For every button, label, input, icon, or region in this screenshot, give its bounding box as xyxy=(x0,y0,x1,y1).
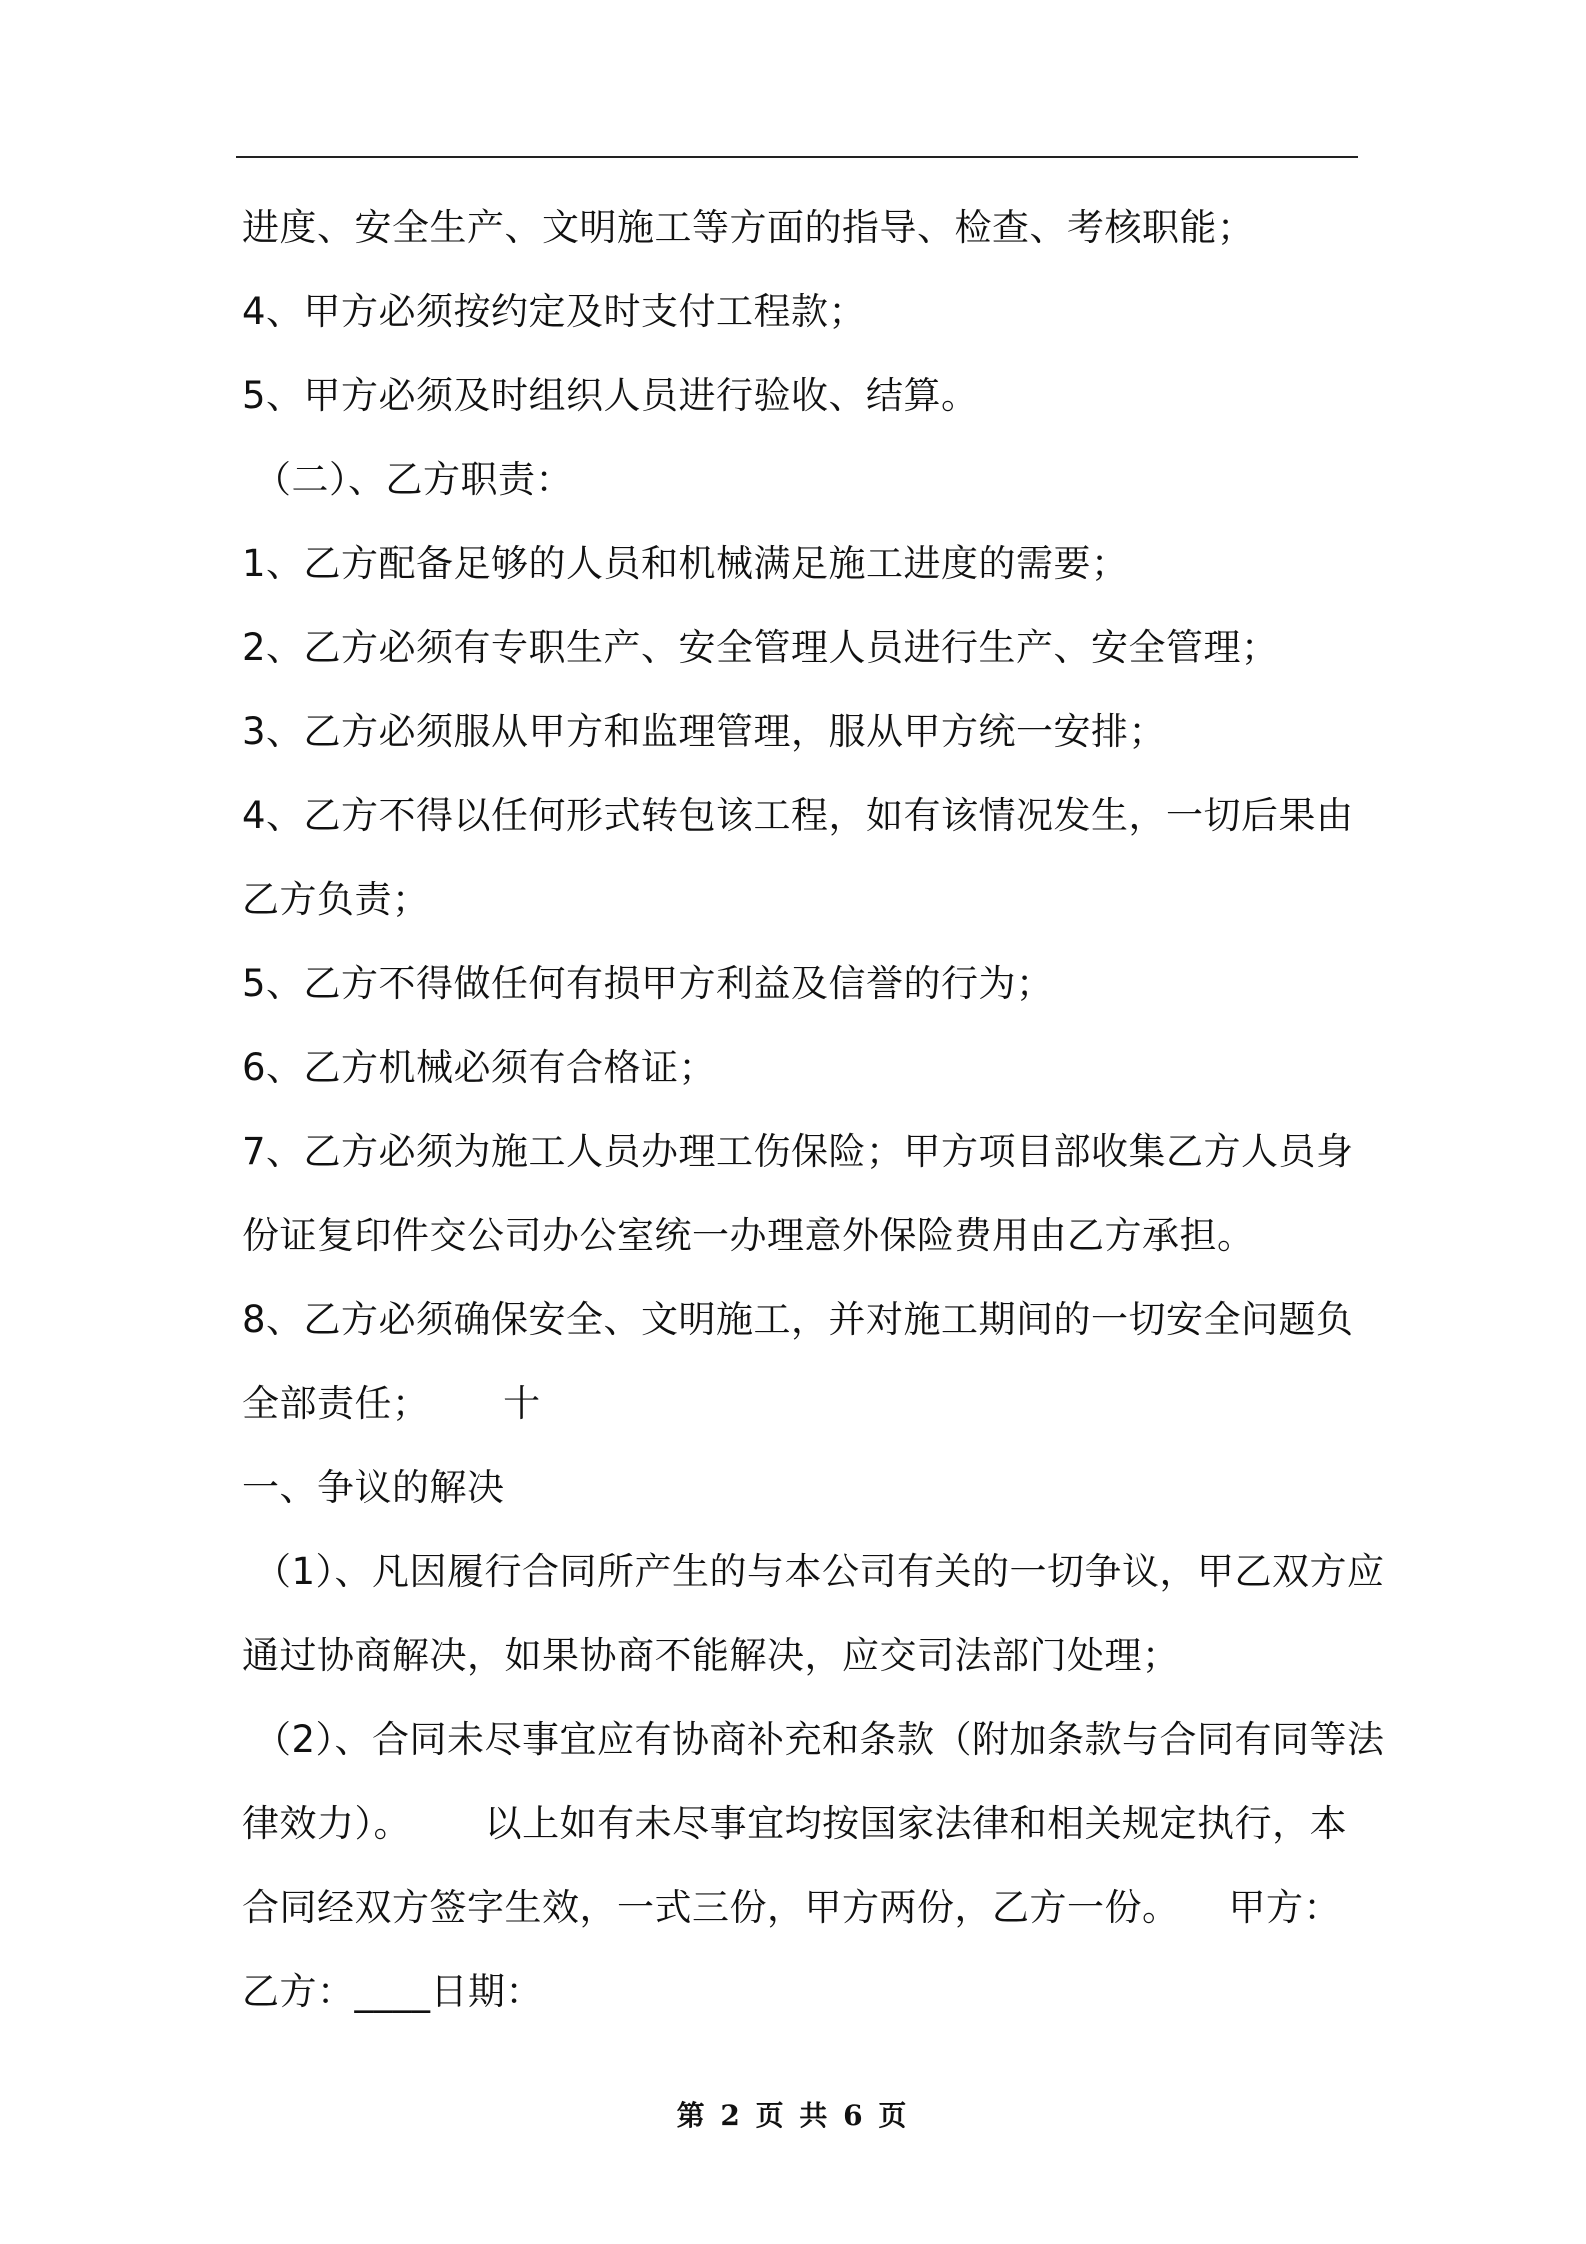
text-line: 合同经双方签字生效，一式三份，甲方两份，乙方一份。 甲方： xyxy=(242,1886,1342,1929)
text-line: 乙方负责； xyxy=(242,878,430,921)
text-line: 份证复印件交公司办公室统一办理意外保险费用由乙方承担。 xyxy=(242,1214,1255,1257)
text-line: 通过协商解决，如果协商不能解决，应交司法部门处理； xyxy=(242,1634,1180,1677)
text-line: 5、甲方必须及时组织人员进行验收、结算。 xyxy=(242,374,979,417)
signature-line: 乙方：____日期： xyxy=(242,1970,543,2013)
document-body xyxy=(242,186,1385,2034)
text-line: 2、乙方必须有专职生产、安全管理人员进行生产、安全管理； xyxy=(242,626,1279,669)
section-heading: （二）、乙方职责： xyxy=(254,458,573,501)
text-line: 8、乙方必须确保安全、文明施工，并对施工期间的一切安全问题负 xyxy=(242,1298,1354,1341)
text-line: 1、乙方配备足够的人员和机械满足施工进度的需要； xyxy=(242,542,1129,585)
text-line: 3、乙方必须服从甲方和监理管理，服从甲方统一安排； xyxy=(242,710,1167,753)
text-line: 4、甲方必须按约定及时支付工程款； xyxy=(242,290,867,333)
header-rule xyxy=(236,156,1358,158)
text-line: 6、乙方机械必须有合格证； xyxy=(242,1046,717,1089)
text-line: 律效力）。 以上如有未尽事宜均按国家法律和相关规定执行，本 xyxy=(242,1802,1348,1845)
page-number: 第 2 页 共 6 页 xyxy=(676,2099,910,2132)
section-heading: 一、争议的解决 xyxy=(242,1466,505,1509)
text-line: 全部责任； 十 xyxy=(242,1382,541,1425)
text-line: 4、乙方不得以任何形式转包该工程，如有该情况发生，一切后果由 xyxy=(242,794,1354,837)
text-line: 5、乙方不得做任何有损甲方利益及信誉的行为； xyxy=(242,962,1054,1005)
text-line: （2）、合同未尽事宜应有协商补充和条款（附加条款与合同有同等法 xyxy=(254,1718,1385,1761)
text-line: 7、乙方必须为施工人员办理工伤保险；甲方项目部收集乙方人员身 xyxy=(242,1130,1354,1173)
text-line: 进度、安全生产、文明施工等方面的指导、检查、考核职能； xyxy=(242,206,1255,249)
text-line: （1）、凡因履行合同所产生的与本公司有关的一切争议，甲乙双方应 xyxy=(254,1550,1385,1593)
